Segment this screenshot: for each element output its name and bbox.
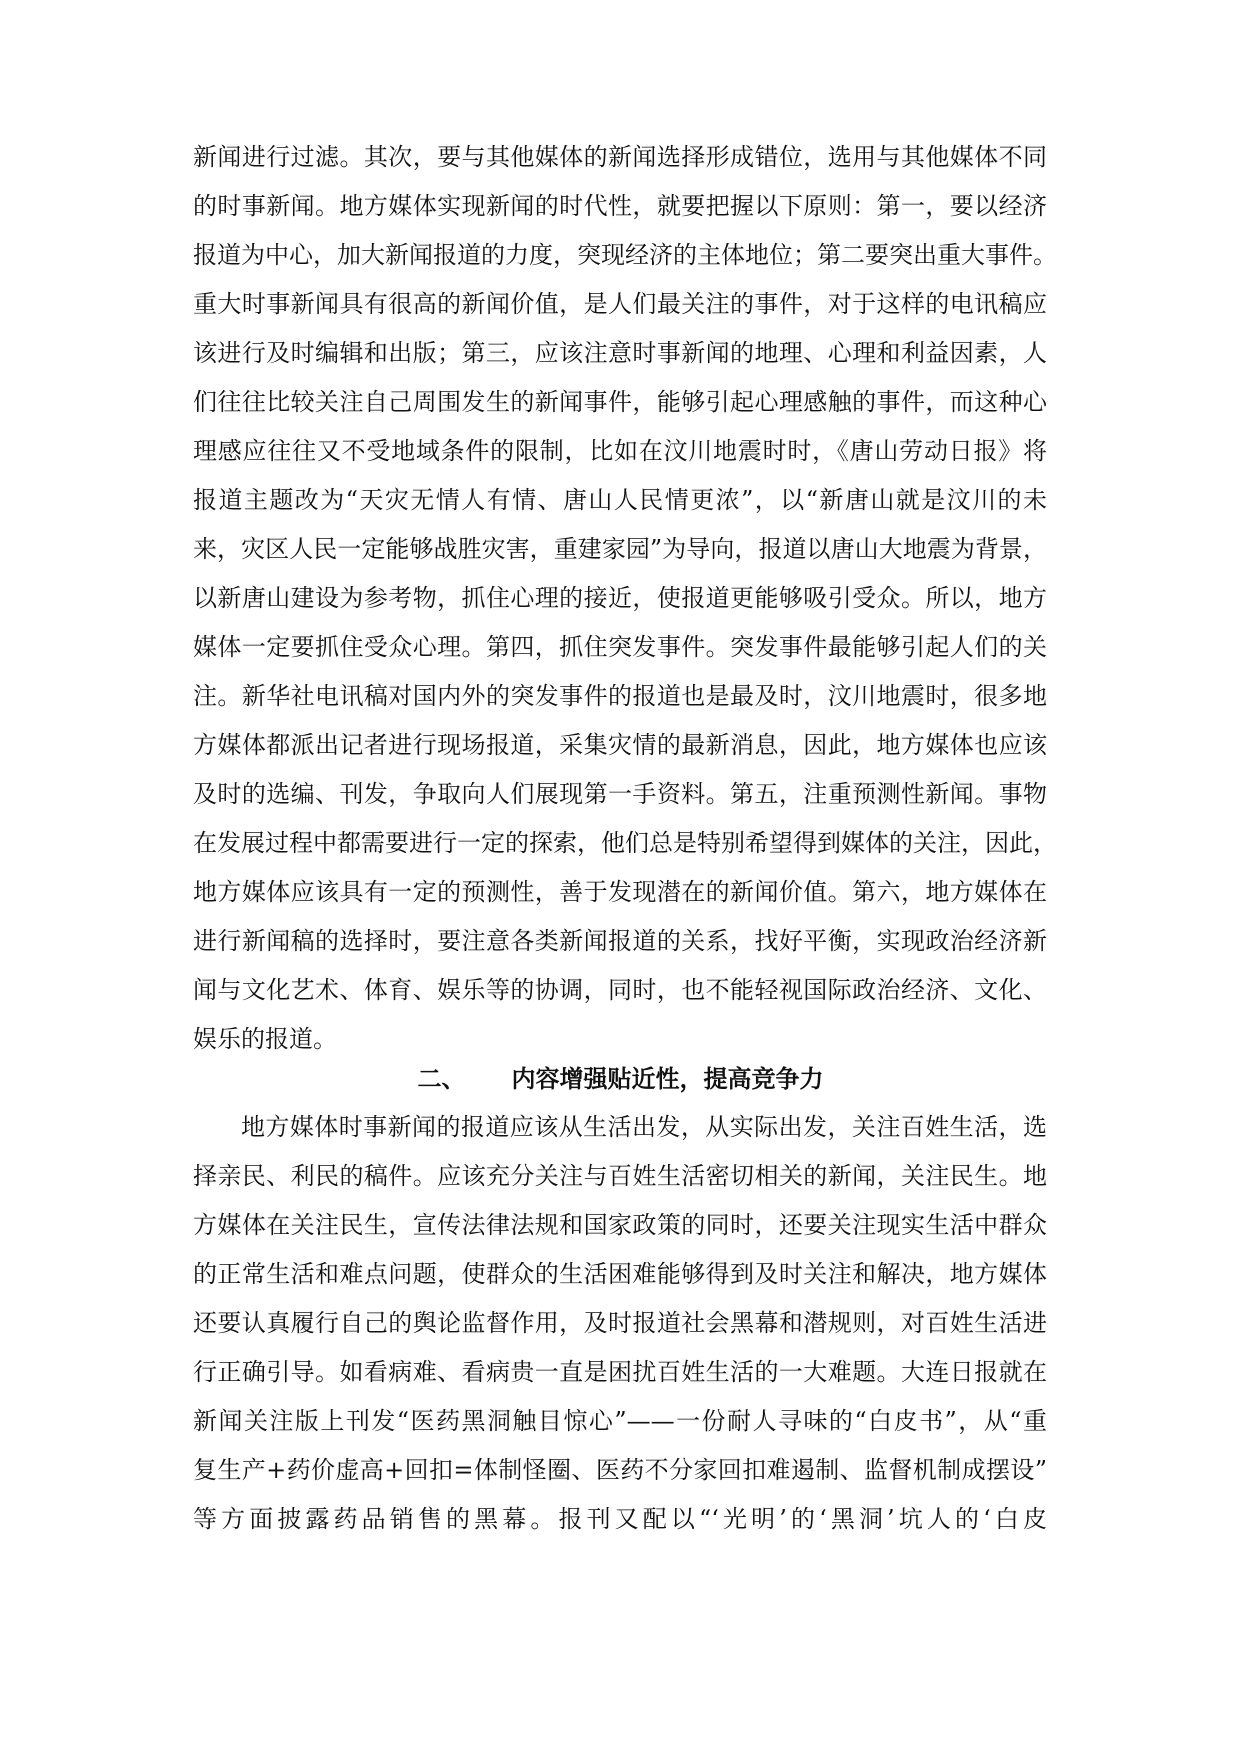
- text-line: 复生产+药价虚高+回扣=体制怪圈、医药不分家回扣难遏制、监督机制成摆设”: [193, 1456, 1047, 1484]
- text-line: 以新唐山建设为参考物，抓住心理的接近，使报道更能够吸引受众。所以，地方: [193, 584, 1047, 612]
- text-line: 方媒体在关注民生，宣传法律法规和国家政策的同时，还要关注现实生活中群众: [193, 1211, 1047, 1239]
- text-line: 择亲民、利民的稿件。应该充分关注与百姓生活密切相关的新闻，关注民生。地: [193, 1162, 1047, 1190]
- text-line: 该进行及时编辑和出版；第三，应该注意时事新闻的地理、心理和利益因素，人: [193, 339, 1047, 367]
- text-line: 行正确引导。如看病难、看病贵一直是困扰百姓生活的一大难题。大连日报就在: [193, 1358, 1047, 1386]
- text-line: 等方面披露药品销售的黑幕。报刊又配以“‘光明’的‘黑洞’坑人的‘白皮: [193, 1505, 1047, 1533]
- text-line: 报道主题改为“天灾无情人有情、唐山人民情更浓”，以“新唐山就是汶川的未: [193, 486, 1047, 514]
- text-line: 的时事新闻。地方媒体实现新闻的时代性，就要把握以下原则：第一，要以经济: [193, 192, 1047, 220]
- text-line: 注。新华社电讯稿对国内外的突发事件的报道也是最及时，汶川地震时，很多地: [193, 682, 1047, 710]
- section-number: 二、: [417, 1064, 466, 1093]
- text-line: 在发展过程中都需要进行一定的探索，他们总是特别希望得到媒体的关注，因此，: [193, 829, 1057, 857]
- text-line: 重大时事新闻具有很高的新闻价值，是人们最关注的事件，对于这样的电讯稿应: [193, 290, 1047, 318]
- text-line: 媒体一定要抓住受众心理。第四，抓住突发事件。突发事件最能够引起人们的关: [193, 633, 1047, 661]
- text-line-last: 娱乐的报道。: [193, 1025, 337, 1053]
- text-line: 方媒体都派出记者进行现场报道，采集灾情的最新消息，因此，地方媒体也应该: [193, 731, 1047, 759]
- body-paragraph-2: [193, 1103, 1047, 1544]
- text-line: 闻与文化艺术、体育、娱乐等的协调，同时，也不能轻视国际政治经济、文化、: [193, 976, 1047, 1004]
- text-line: 地方媒体应该具有一定的预测性，善于发现潜在的新闻价值。第六，地方媒体在: [193, 878, 1047, 906]
- text-line: 们往往比较关注自己周围发生的新闻事件，能够引起心理感触的事件，而这种心: [193, 388, 1047, 416]
- text-line-indented: 地方媒体时事新闻的报道应该从生活出发，从实际出发，关注百姓生活，选: [241, 1113, 1047, 1141]
- section-title: 内容增强贴近性，提高竞争力: [511, 1064, 824, 1093]
- text-line: 还要认真履行自己的舆论监督作用，及时报道社会黑幕和潜规则，对百姓生活进: [193, 1309, 1047, 1337]
- text-line: 新闻关注版上刊发“医药黑洞触目惊心”——一份耐人寻味的“白皮书”，从“重: [193, 1407, 1047, 1435]
- text-line: 理感应往往又不受地域条件的限制，比如在汶川地震时时，《唐山劳动日报》将: [193, 437, 1047, 465]
- text-line: 新闻进行过滤。其次，要与其他媒体的新闻选择形成错位，选用与其他媒体不同: [193, 143, 1047, 171]
- text-line: 进行新闻稿的选择时，要注意各类新闻报道的关系，找好平衡，实现政治经济新: [193, 927, 1047, 955]
- section-heading: [0, 1054, 1241, 1103]
- text-line: 来，灾区人民一定能够战胜灾害，重建家园”为导向，报道以唐山大地震为背景，: [193, 535, 1047, 563]
- text-line: 的正常生活和难点问题，使群众的生活困难能够得到及时关注和解决，地方媒体: [193, 1260, 1047, 1288]
- text-line: 及时的选编、刊发，争取向人们展现第一手资料。第五，注重预测性新闻。事物: [193, 780, 1047, 808]
- body-paragraph-1: [193, 133, 1057, 1064]
- text-line: 报道为中心，加大新闻报道的力度，突现经济的主体地位；第二要突出重大事件。: [193, 241, 1057, 269]
